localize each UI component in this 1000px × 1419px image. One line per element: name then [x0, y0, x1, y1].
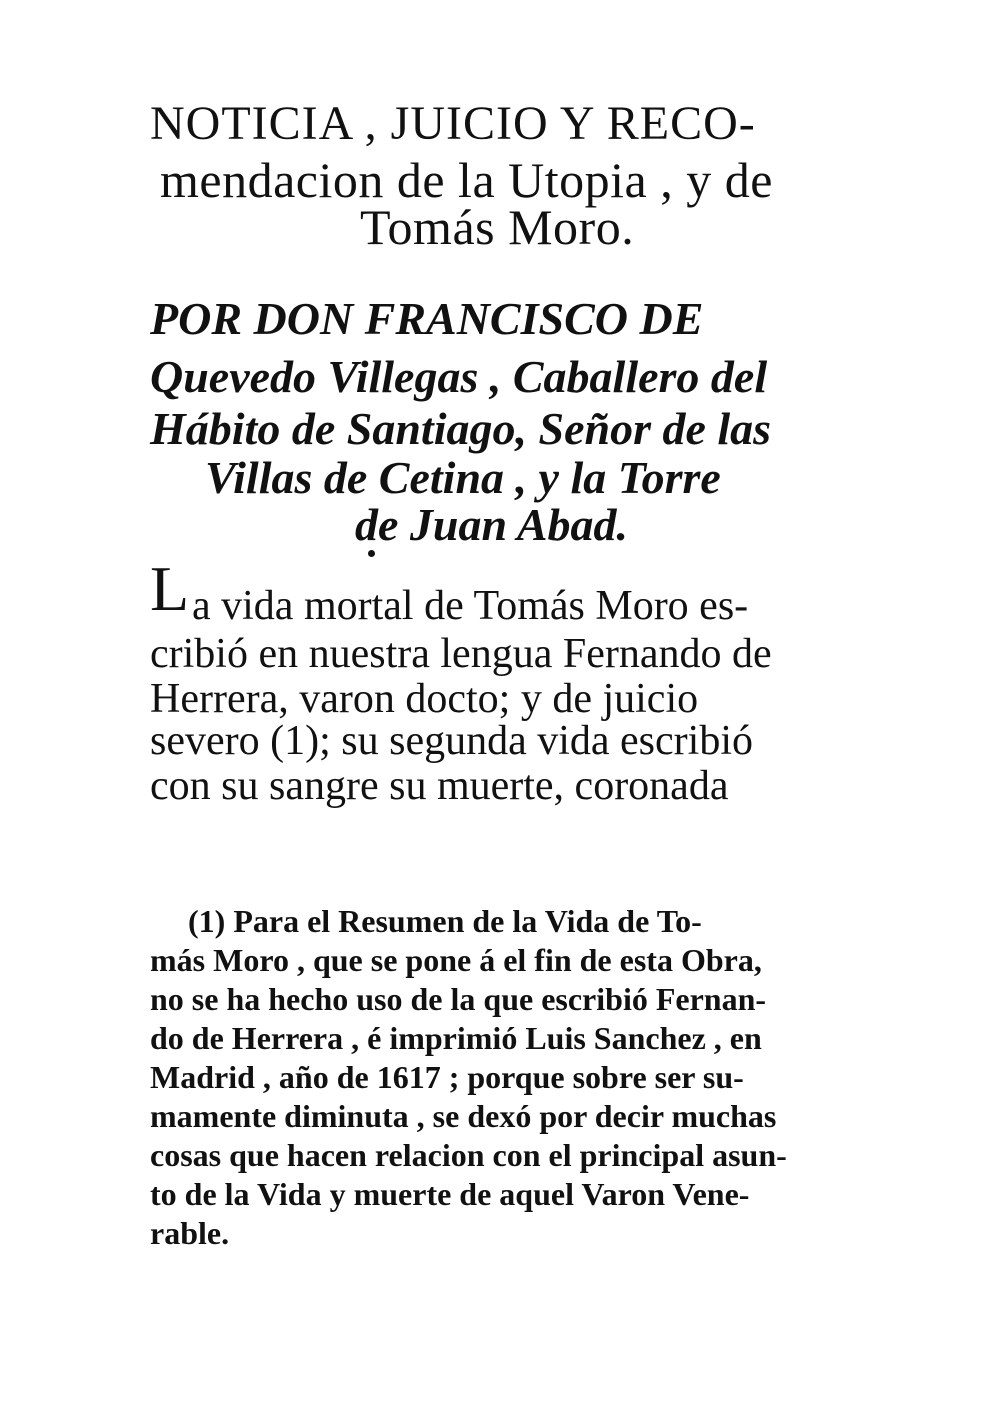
body-line-3: Herrera, varon docto; y de juicio: [150, 676, 699, 722]
footnote-line-9: rable.: [150, 1215, 230, 1251]
drop-cap: L: [150, 553, 190, 624]
body-line-2: cribió en nuestra lengua Fernando de: [150, 631, 772, 677]
heading-line-1: NOTICIA , JUICIO Y RECO-: [150, 97, 756, 150]
byline-line-5: de Juan Abad.: [355, 499, 629, 550]
footnote-line-5: Madrid , año de 1617 ; porque sobre ser su-: [150, 1059, 744, 1095]
heading-line-3: Tomás Moro.: [360, 199, 635, 255]
byline-line-4: Villas de Cetina , y la Torre: [205, 452, 721, 503]
footnote-line-4: do de Herrera , é imprimió Luis Sanchez , en: [150, 1020, 762, 1056]
body-line-1: a vida mortal de Tomás Moro es-: [192, 583, 749, 629]
footnote-line-6: mamente diminuta , se dexó por decir muchas: [150, 1098, 777, 1134]
byline-line-1: POR DON FRANCISCO DE: [150, 293, 704, 344]
body-line-4: severo (1); su segunda vida escribió: [150, 718, 753, 764]
heading-line-2: mendacion de la Utopia , y de: [160, 152, 773, 208]
ornament-dot: [368, 550, 375, 557]
footnote-line-8: to de la Vida y muerte de aquel Varon Vene-: [150, 1176, 750, 1212]
footnote-line-3: no se ha hecho uso de la que escribió Fernan-: [150, 981, 767, 1017]
body-line-5: con su sangre su muerte, coronada: [150, 763, 729, 809]
footnote-line-7: cosas que hacen relacion con el principal asun-: [150, 1137, 787, 1173]
footnote-line-2: más Moro , que se pone á el fin de esta Obra,: [150, 942, 762, 978]
byline-line-2: Quevedo Villegas , Caballero del: [150, 351, 768, 402]
byline-line-3: Hábito de Santiago, Señor de las: [150, 403, 772, 454]
footnote-line-1: (1) Para el Resumen de la Vida de To-: [188, 903, 702, 939]
